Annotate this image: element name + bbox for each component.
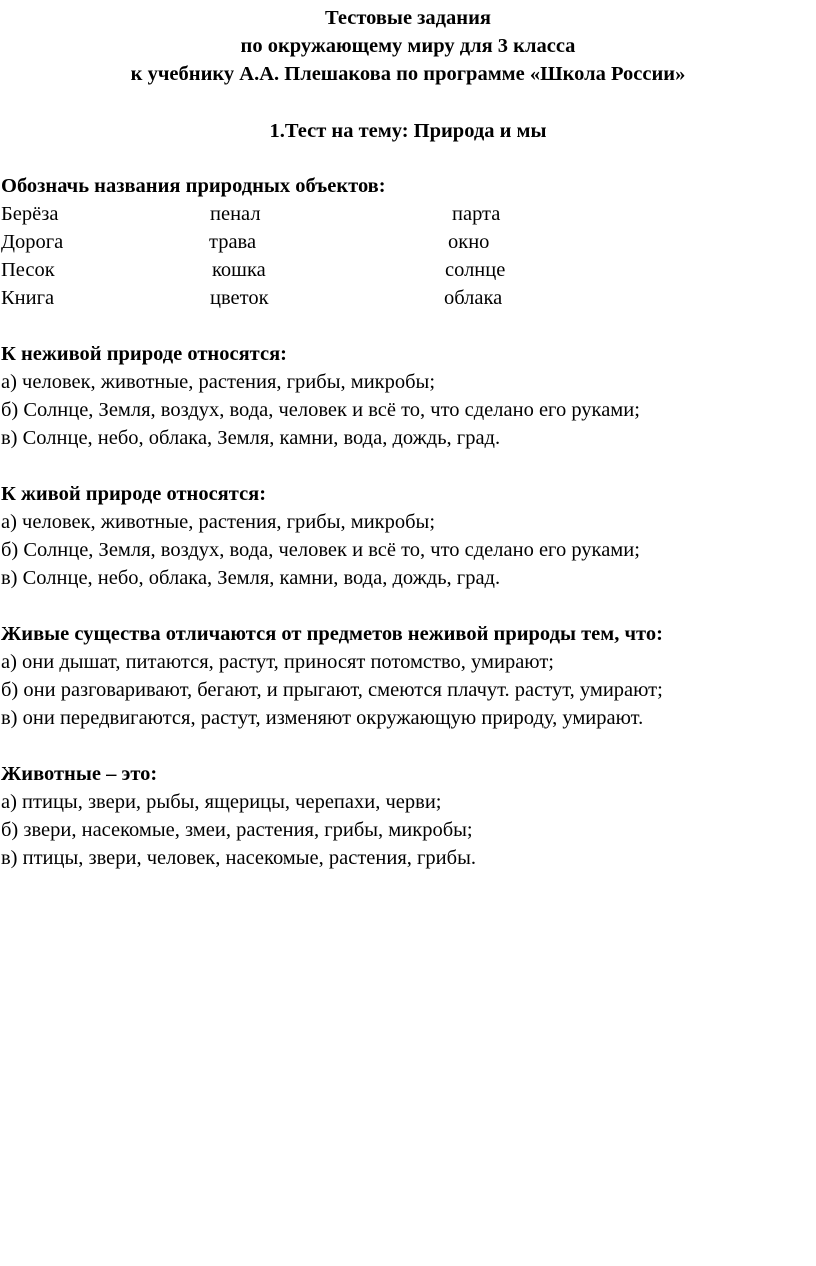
grid-row <box>1 284 503 312</box>
question-5 <box>1 760 476 872</box>
document-header <box>0 4 816 88</box>
header-textbook: к учебнику А.А. Плешакова по программе «Школа России» <box>130 63 686 85</box>
answer-option: в) Солнце, небо, облака, Земля, камни, вода, дождь, град. <box>1 567 501 589</box>
answer-option: а) человек, животные, растения, грибы, микробы; <box>1 511 436 533</box>
grid-cell: Песок <box>1 259 55 281</box>
grid-cell: окно <box>448 231 490 253</box>
question-1-text: Обозначь названия природных объектов: <box>1 175 386 197</box>
grid-cell: Дорога <box>1 231 64 253</box>
grid-cell: парта <box>452 203 501 225</box>
answer-option: б) звери, насекомые, змеи, растения, грибы, микробы; <box>1 819 473 841</box>
header-title: Тестовые задания <box>324 7 491 29</box>
grid-cell: солнце <box>445 259 506 281</box>
grid-row <box>1 256 506 284</box>
answer-option: в) они передвигаются, растут, изменяют окружающую природу, умирают. <box>1 707 644 729</box>
grid-cell: цветок <box>210 287 269 309</box>
grid-cell: Книга <box>1 287 55 309</box>
answer-option: а) птицы, звери, рыбы, ящерицы, черепахи, черви; <box>1 791 442 813</box>
grid-row <box>1 228 490 256</box>
question-2 <box>1 340 640 452</box>
grid-cell: облака <box>444 287 503 309</box>
grid-cell: Берёза <box>1 203 59 225</box>
answer-option: б) Солнце, Земля, воздух, вода, человек и всё то, что сделано его руками; <box>1 539 640 561</box>
question-3-text: К живой природе относятся: <box>1 483 267 505</box>
question-3 <box>1 480 640 592</box>
grid-cell: пенал <box>210 203 261 225</box>
answer-option: б) Солнце, Земля, воздух, вода, человек и всё то, что сделано его руками; <box>1 399 640 421</box>
grid-row <box>1 200 501 228</box>
question-5-text: Животные – это: <box>1 763 158 785</box>
answer-option: а) они дышат, питаются, растут, приносят потомство, умирают; <box>1 651 554 673</box>
answer-option: б) они разговаривают, бегают, и прыгают, смеются плачут. растут, умирают; <box>1 679 663 701</box>
question-2-text: К неживой природе относятся: <box>1 343 288 365</box>
answer-option: в) Солнце, небо, облака, Земля, камни, вода, дождь, град. <box>1 427 501 449</box>
answer-option: а) человек, животные, растения, грибы, микробы; <box>1 371 436 393</box>
test-title: 1.Тест на тему: Природа и мы <box>269 120 547 142</box>
question-4 <box>1 620 663 732</box>
question-4-text: Живые существа отличаются от предметов неживой природы тем, что: <box>1 623 663 645</box>
natural-objects-grid <box>1 200 506 312</box>
answer-option: в) птицы, звери, человек, насекомые, растения, грибы. <box>1 847 476 869</box>
grid-cell: трава <box>209 231 257 253</box>
header-subject: по окружающему миру для 3 класса <box>240 35 576 57</box>
question-1 <box>1 172 506 312</box>
grid-cell: кошка <box>212 259 266 281</box>
